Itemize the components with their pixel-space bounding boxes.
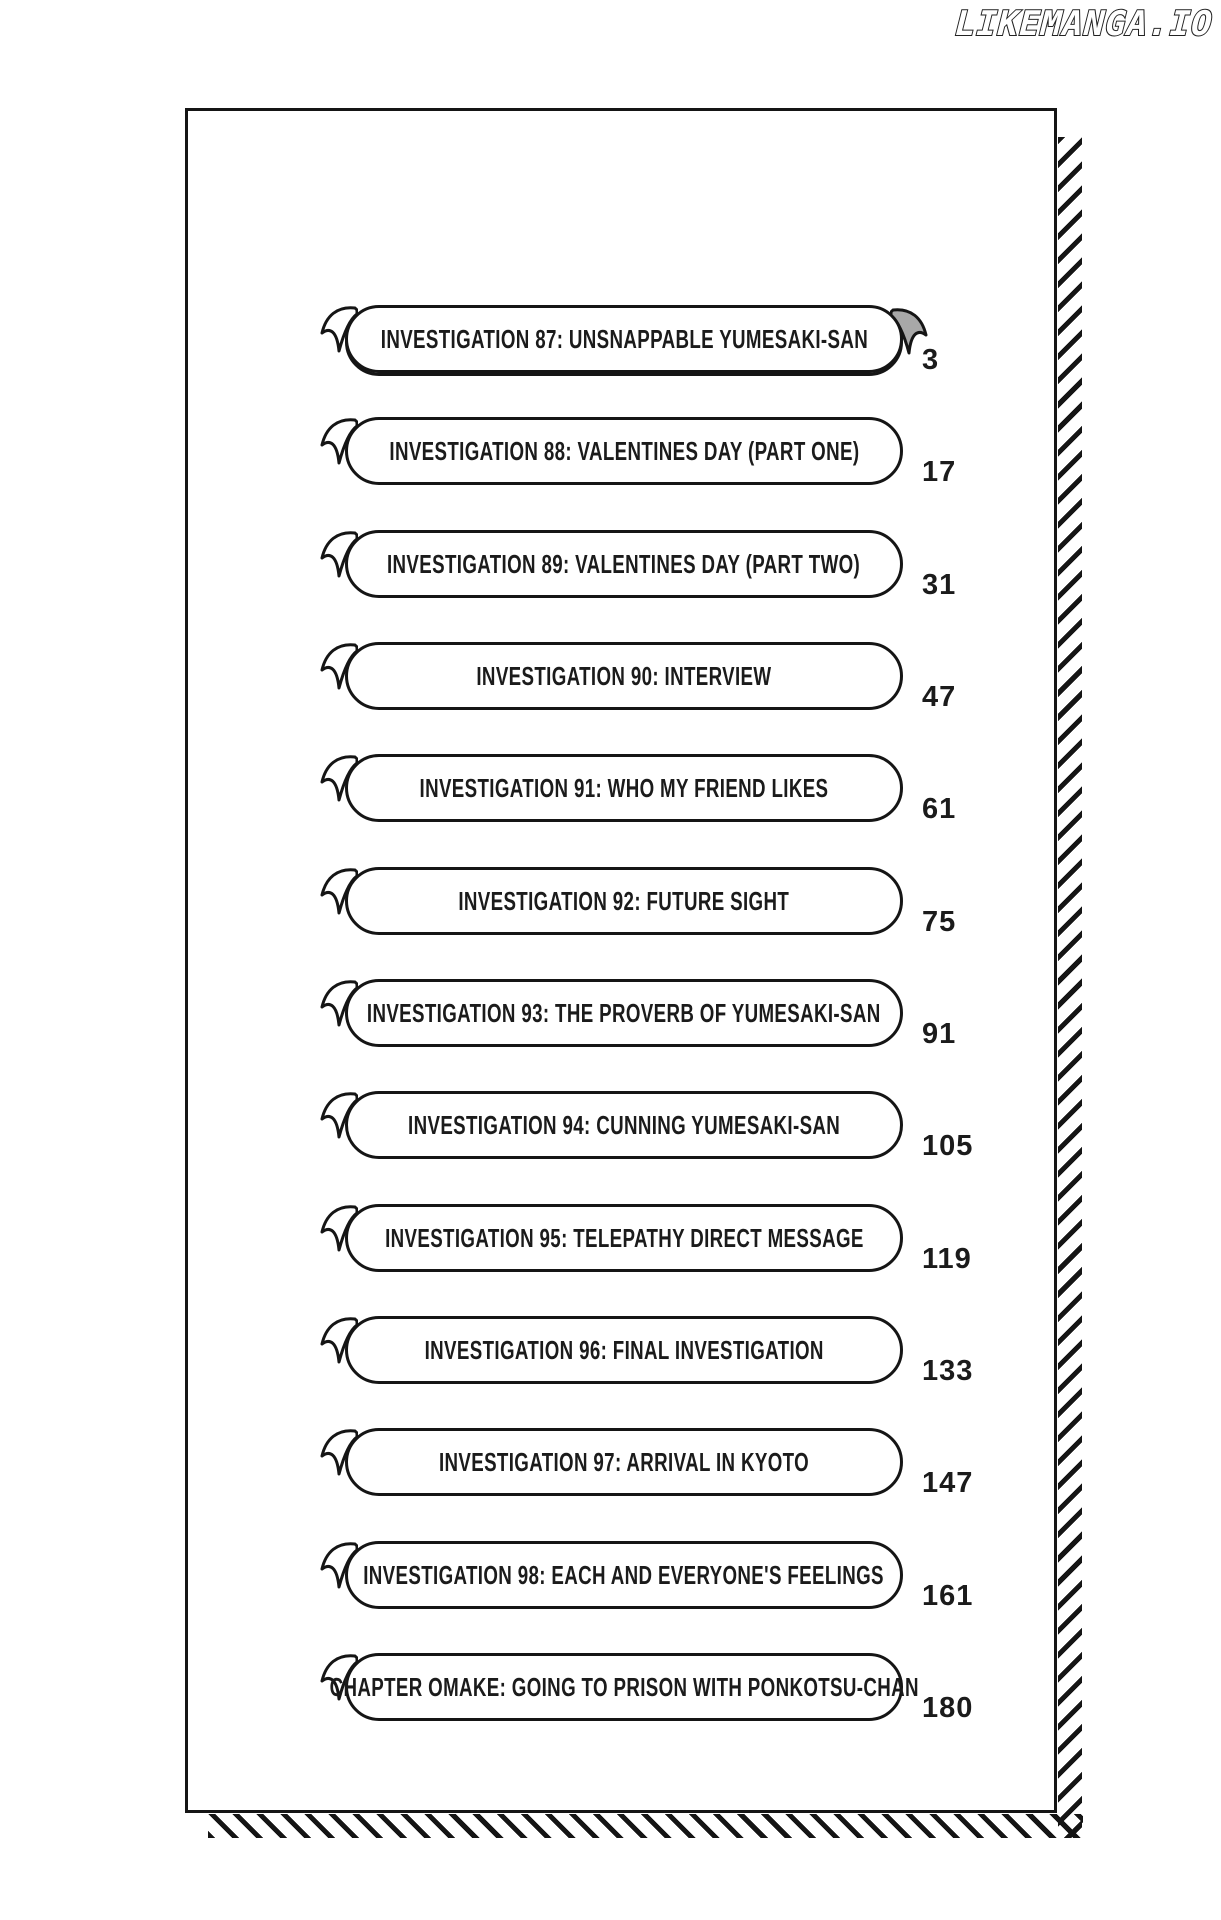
chapter-title: INVESTIGATION 96: FINAL INVESTIGATION	[424, 1334, 824, 1365]
chapter-bubble	[345, 1428, 903, 1496]
speech-tail-icon	[320, 530, 358, 580]
page-edge-hatch-right	[1058, 137, 1082, 1838]
speech-tail-icon	[320, 1204, 358, 1254]
page-number: 17	[922, 456, 957, 488]
page-number: 161	[922, 1580, 974, 1612]
chapter-title: INVESTIGATION 93: THE PROVERB OF YUMESAKI-SAN	[367, 997, 881, 1028]
speech-tail-icon	[320, 754, 358, 804]
chapter-title: INVESTIGATION 94: CUNNING YUMESAKI-SAN	[407, 1109, 841, 1140]
speech-tail-icon	[320, 867, 358, 917]
chapter-title: INVESTIGATION 90: INTERVIEW	[476, 660, 772, 691]
chapter-bubble	[345, 642, 903, 710]
page-edge-hatch-bottom	[208, 1814, 1083, 1838]
speech-tail-icon	[320, 1316, 358, 1366]
page-number: 61	[922, 793, 957, 825]
page-number: 3	[922, 344, 940, 376]
chapter-bubble	[345, 1091, 903, 1159]
page-number: 91	[922, 1018, 957, 1050]
chapter-bubble	[345, 867, 903, 935]
chapter-title: INVESTIGATION 92: FUTURE SIGHT	[458, 885, 790, 916]
speech-tail-icon	[320, 642, 358, 692]
page-number: 75	[922, 906, 957, 938]
chapter-bubble	[345, 417, 903, 485]
page-number: 47	[922, 681, 957, 713]
chapter-title: INVESTIGATION 88: VALENTINES DAY (PART ONE)	[388, 435, 860, 466]
chapter-title: INVESTIGATION 91: WHO MY FRIEND LIKES	[419, 772, 829, 803]
speech-tail-icon	[320, 1541, 358, 1591]
chapter-bubble	[345, 754, 903, 822]
chapter-title: INVESTIGATION 98: EACH AND EVERYONE'S FEELINGS	[363, 1559, 885, 1590]
chapter-title: INVESTIGATION 89: VALENTINES DAY (PART TWO)	[387, 548, 861, 579]
chapter-title: INVESTIGATION 97: ARRIVAL IN KYOTO	[438, 1446, 810, 1477]
speech-tail-icon	[320, 305, 358, 355]
speech-tail-icon	[320, 1428, 358, 1478]
chapter-bubble	[345, 1541, 903, 1609]
speech-tail-icon	[320, 417, 358, 467]
page-number: 133	[922, 1355, 974, 1387]
page-number: 147	[922, 1467, 974, 1499]
chapter-bubble	[345, 530, 903, 598]
speech-tail-icon	[320, 979, 358, 1029]
chapter-title: INVESTIGATION 95: TELEPATHY DIRECT MESSAGE	[384, 1222, 864, 1253]
chapter-bubble	[345, 1316, 903, 1384]
site-watermark: LIKEMANGA.IO	[950, 4, 1218, 44]
chapter-bubble	[345, 1204, 903, 1272]
page-number: 119	[922, 1243, 972, 1275]
speech-tail-icon	[320, 1091, 358, 1141]
page-number: 105	[922, 1130, 974, 1162]
chapter-bubble	[345, 305, 903, 373]
chapter-title: CHAPTER OMAKE: GOING TO PRISON WITH PONKOTSU-CHAN	[329, 1671, 919, 1702]
chapter-bubble	[345, 979, 903, 1047]
chapter-title: INVESTIGATION 87: UNSNAPPABLE YUMESAKI-SAN	[380, 323, 868, 354]
page-number: 31	[922, 569, 957, 601]
page-number: 180	[922, 1692, 974, 1724]
chapter-bubble	[329, 1653, 919, 1721]
